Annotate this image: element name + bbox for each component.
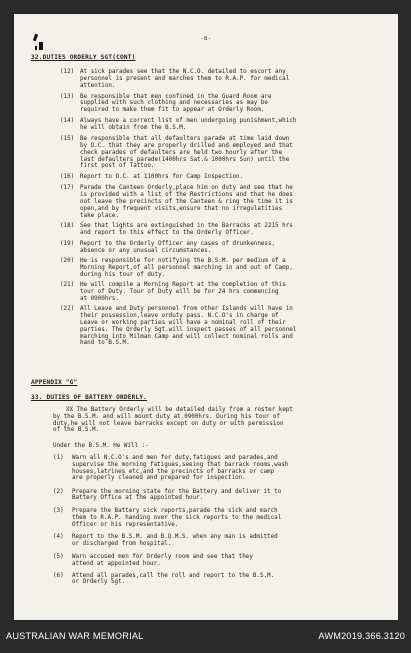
item-number: (17): [60, 185, 75, 192]
item-line: Report to the B.S.M. and B.Q.M.S. when any man is admitted: [72, 534, 278, 541]
item-line: attention.: [80, 82, 116, 89]
item-line: He is responsible for notifying the B.S.M. per medium of a: [80, 258, 286, 265]
item-line: at 0900hrs.: [80, 295, 120, 302]
item-line: not leave the precincts of the Canteen & ring the time it is: [80, 198, 293, 205]
item-number: (18): [60, 223, 75, 230]
item-line: Attend all parades,call the roll and report to the B.S.M.: [72, 572, 275, 579]
footer-source: AUSTRALIAN WAR MEMORIAL: [6, 631, 144, 641]
item-line: personnel is present and marches them to R.A.P. for medical: [80, 75, 290, 82]
item-line: marching into Milman Camp and will collect nominal rolls and: [80, 333, 293, 340]
item-number: (1): [53, 455, 64, 461]
item-line: Prepare the Battery sick reports,parade the sick and march: [72, 508, 278, 515]
item-text: [80, 306, 296, 347]
item-line: are properly cleaned and prepared for inspection.: [72, 475, 246, 482]
item-text: [72, 534, 278, 548]
item-line: Leave or working parties will have a nominal roll of their: [80, 319, 286, 326]
item-line: See that lights are extinguished in the Barracks at 2215 hrs: [80, 223, 293, 230]
item-line: Be responsible that men confined in the Guard Room are: [80, 93, 272, 100]
item-text: [80, 136, 293, 170]
section-32-heading: 32.DUTIES ORDERLY SGT(CONT): [31, 54, 136, 61]
item-text: [80, 258, 293, 278]
item-line: He will compile a Morning Report at the completion of this: [80, 282, 286, 289]
section-33-paragraph: [53, 407, 293, 434]
item-text: [80, 223, 293, 237]
footer-bar: [0, 621, 411, 653]
item-line: required to make them fit to appear at Orderly Room.: [80, 107, 265, 114]
item-line: take place.: [80, 212, 120, 219]
item-line: by O.C. that they are properly drilled and employed and that: [80, 142, 293, 149]
item-line: Report to O.C. at 1100hrs for Camp Inspection.: [80, 173, 244, 180]
under-bsm-line: Under the B.S.M. He Will :-: [53, 443, 149, 449]
document-page: [14, 14, 398, 620]
item-line: hand to B.S.M.: [80, 340, 130, 347]
item-number: (5): [53, 553, 64, 560]
page-number: -8-: [200, 36, 212, 42]
item-line: supervise the morning fatigues,seeing that barrack rooms,wash: [72, 461, 289, 468]
item-line: or Orderly Sgt.: [72, 579, 126, 586]
item-number: (21): [60, 282, 75, 289]
item-text: [72, 573, 274, 587]
appendix-heading: APPENDIX "G": [31, 379, 78, 386]
item-line: Parade the Canteen Orderly,place him on duty and see that he: [80, 185, 293, 192]
item-line: Morning Report,of all personnel marching in and out of Camp,: [80, 265, 293, 272]
item-number: (2): [53, 488, 64, 495]
item-number: (19): [60, 241, 75, 248]
paragraph-line: duty,he will not leave barracks except on duty or with permission: [53, 420, 284, 427]
item-line: attend at appointed hour.: [72, 560, 161, 567]
item-text: [80, 174, 243, 181]
item-text: [72, 508, 281, 528]
item-text: [80, 94, 272, 114]
item-line: their possession,leave orduty pass. N.C.O's in charge of: [80, 313, 279, 320]
section-33-heading: 33. DUTIES OF BATTERY ORDERLY.: [31, 394, 148, 401]
item-number: (4): [53, 534, 64, 541]
item-line: absence or any unusual circumstances.: [80, 247, 212, 254]
item-number: (22): [60, 306, 75, 313]
item-line: or discharged from hospital.: [72, 541, 172, 548]
item-text: [80, 185, 293, 219]
item-line: Always have a correct list of men undergoing punishment,which: [80, 118, 297, 125]
item-text: [80, 118, 296, 132]
item-line: last defaulters parade(1400hrs Sat.& 1000hrs Sun) until the: [80, 156, 290, 163]
item-line: parties. The Orderly Sgt.will inspect passes of all personnel: [80, 326, 297, 333]
item-line: during his tour of duty.: [80, 271, 166, 278]
item-text: [72, 554, 253, 568]
item-line: and report to this effect to the Orderly Officer.: [80, 229, 254, 236]
item-line: first post of Tattoo.: [80, 163, 155, 170]
item-number: (14): [60, 118, 75, 125]
item-line: open,and by frequent visits,ensure that no irregulatities: [80, 205, 283, 212]
paragraph-line: XX The Battery Orderly will be detailed daily from a roster kept: [66, 407, 293, 413]
item-line: Officer or his representative.: [72, 521, 179, 528]
item-line: Warn accused men for Orderly room and see that they: [72, 553, 253, 560]
item-line: At sick parades see that the N.C.O. detailed to escort any: [80, 69, 286, 75]
item-line: is provided with a list of the Restrictions and that he does: [80, 192, 293, 199]
item-line: All Leave and Duty personnel from other Islands will have in: [80, 306, 293, 313]
item-number: (6): [53, 572, 64, 579]
item-line: houses,latrines etc,and the precincts of barracks or camp: [72, 468, 275, 475]
item-text: [80, 69, 289, 89]
item-line: them to R.A.P. handing over the sick reports to the medical: [72, 515, 282, 522]
item-number: (20): [60, 258, 75, 265]
item-line: supplied with such clothing and necessaries as may be: [80, 100, 268, 107]
item-line: Battery Office at the appointed hour.: [72, 495, 204, 502]
item-text: [72, 489, 281, 503]
document-body: [14, 14, 398, 620]
item-line: Prepare the morning state for the Battery and deliver it to: [72, 488, 282, 495]
paragraph-line: by the B.S.M. and will mount duty at 0900hrs. During his tour of: [53, 413, 280, 420]
item-text: [80, 282, 286, 302]
item-number: (16): [60, 173, 75, 180]
item-line: check parades of defaulters are held two hourly after the: [80, 149, 283, 156]
item-number: (15): [60, 136, 75, 143]
item-line: Warn all N.C.O's and men for duty,fatigues and parades,and: [72, 455, 278, 461]
item-line: tour of Duty. Tour of Duty will be for 24 hrs commencing: [80, 288, 279, 295]
item-line: Be responsible that all defaulters parade at time laid down: [80, 136, 290, 143]
item-text: [72, 455, 288, 482]
item-number: (13): [60, 93, 75, 100]
item-line: he will obtain from the B.S.M.: [80, 125, 187, 132]
item-number: (12): [60, 69, 75, 75]
item-line: Report to the Orderly Officer any cases of drunkenness,: [80, 241, 276, 248]
item-number: (3): [53, 508, 64, 515]
footer-id: AWM2019.366.3120: [318, 631, 405, 641]
paragraph-line: of the B.S.M.: [53, 427, 100, 434]
item-text: [80, 241, 275, 255]
